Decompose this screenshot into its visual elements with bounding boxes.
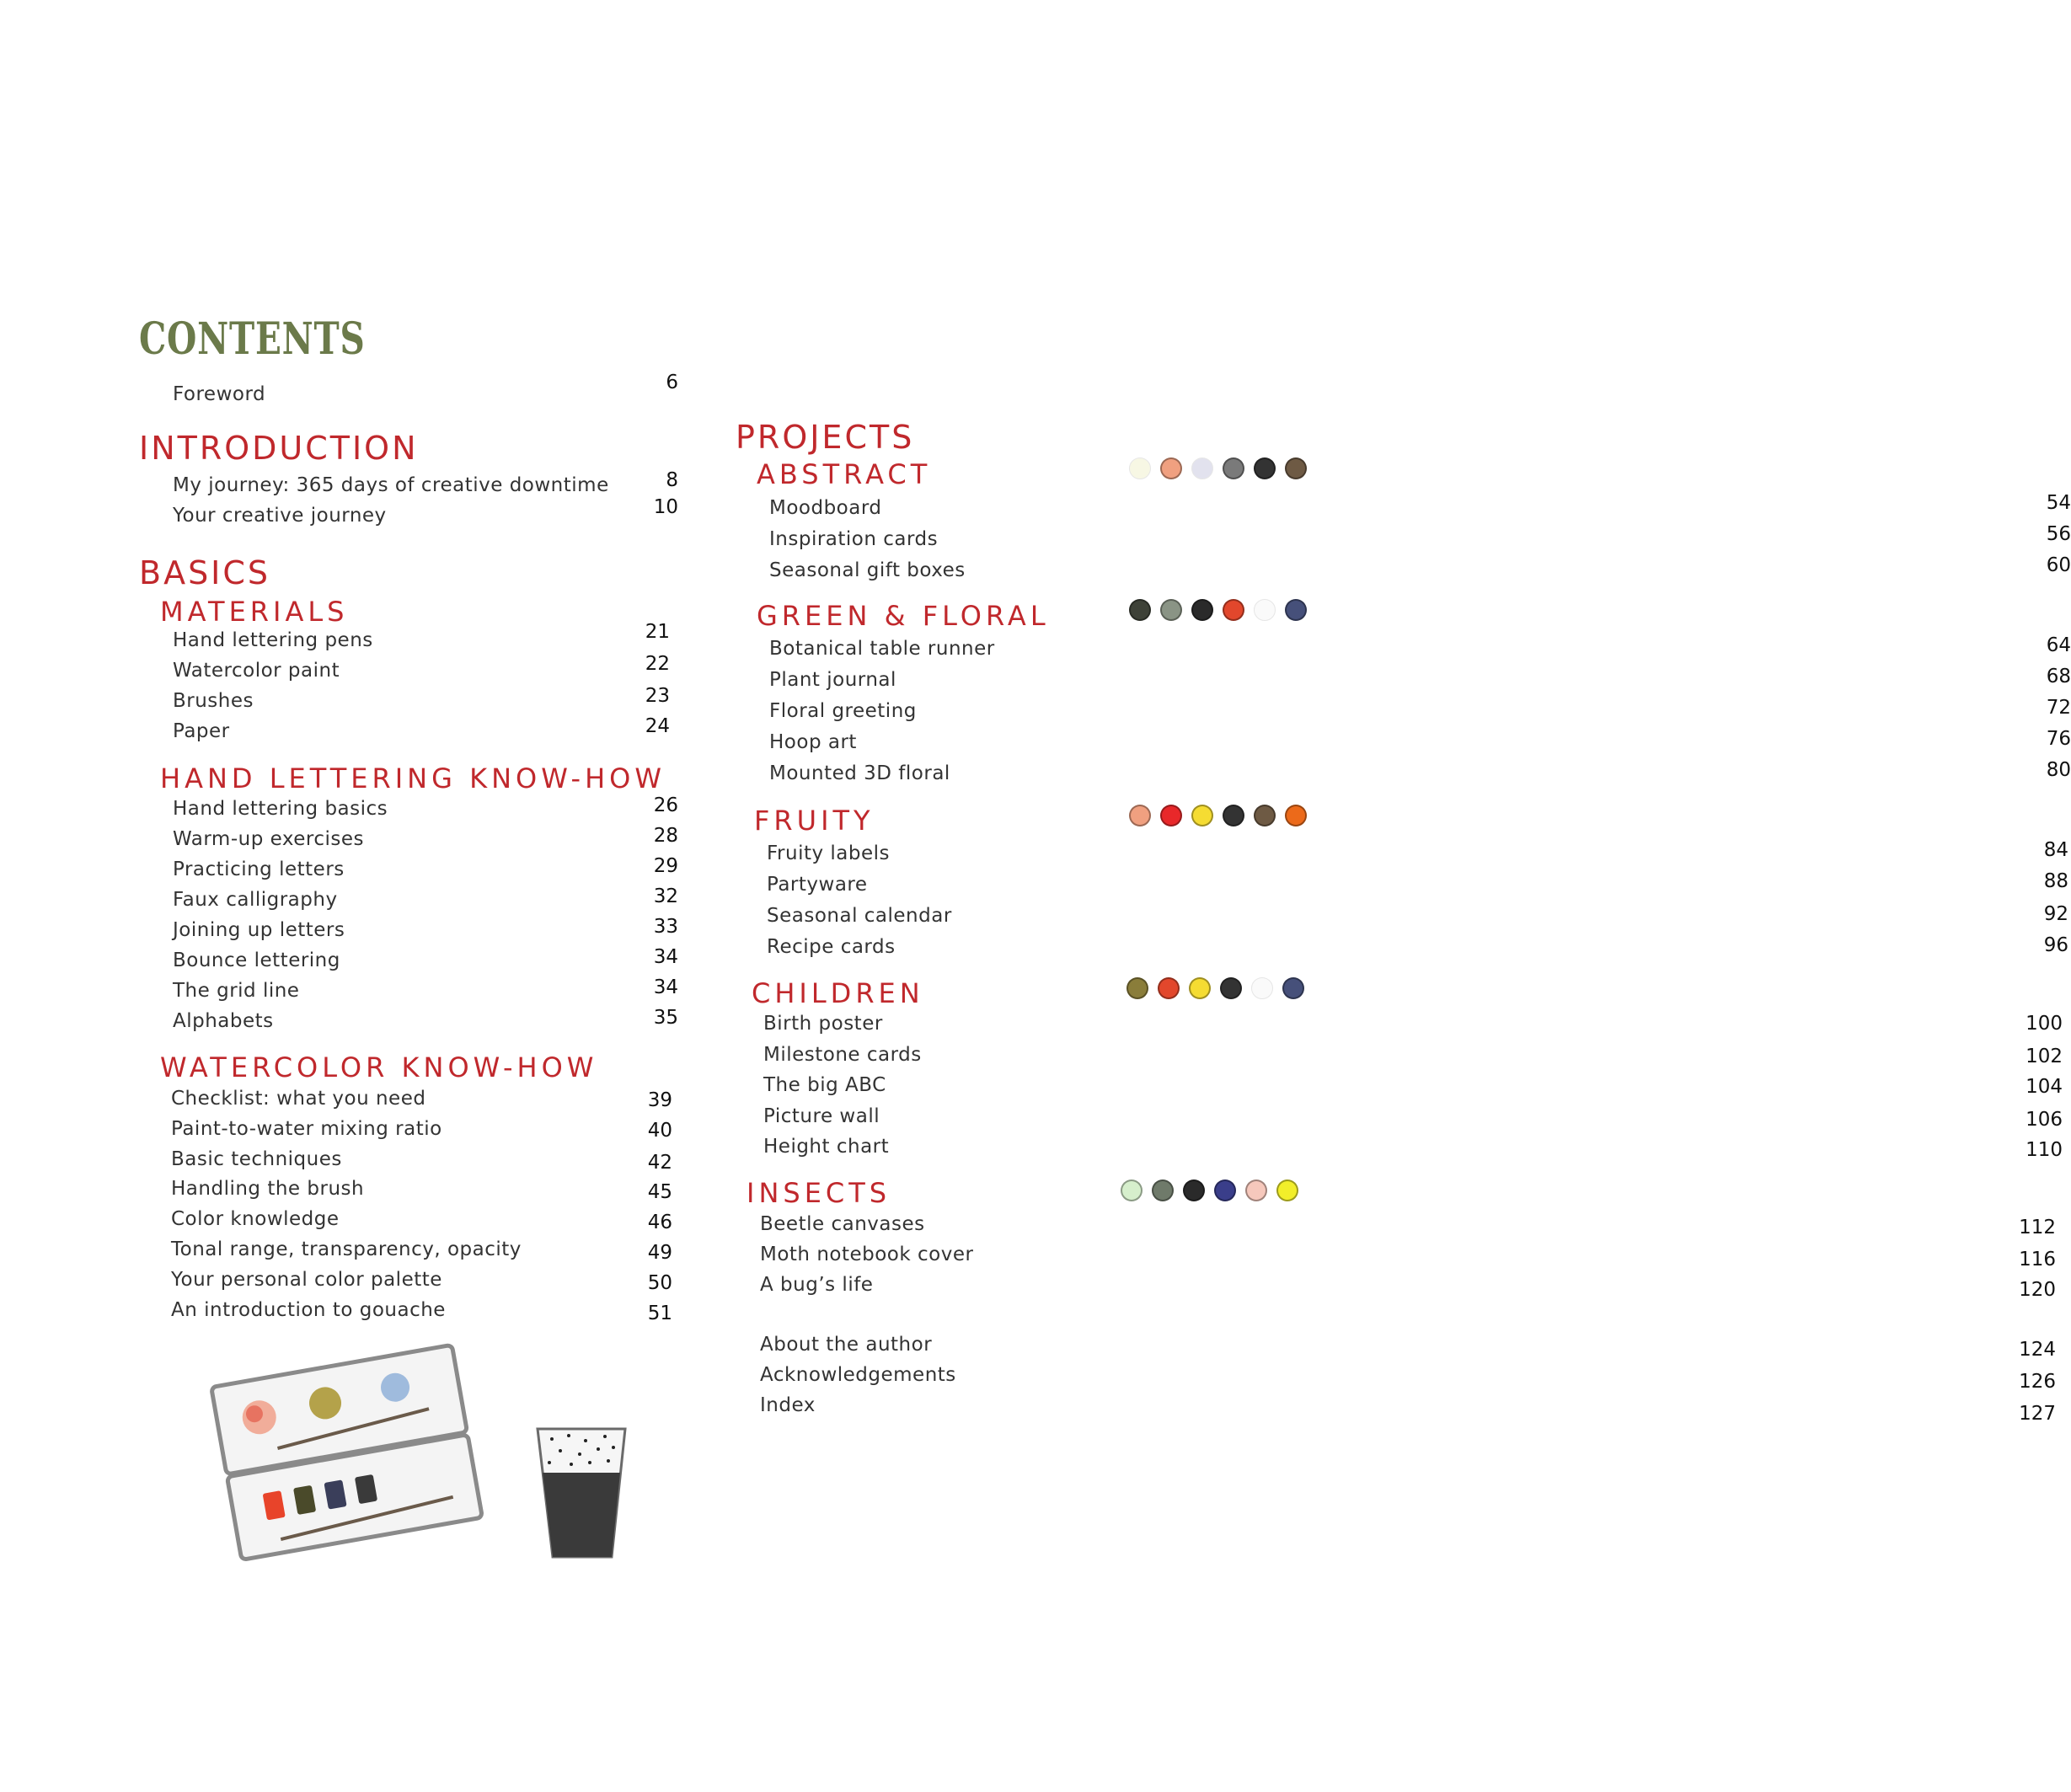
entry-label: My journey: 365 days of creative downtime [173, 474, 609, 496]
entry-label: Milestone cards [763, 1043, 922, 1066]
entry-label: Acknowledgements [760, 1364, 956, 1386]
color-palette-abstract [1129, 457, 1307, 479]
entry-label: About the author [760, 1334, 933, 1356]
entry-label: Hoop art [769, 731, 857, 753]
entry-label: Handling the brush [171, 1178, 365, 1201]
watercolor-palette-illustration [206, 1340, 484, 1550]
entry-page: 45 [647, 1181, 672, 1204]
entry-label: Moodboard [769, 497, 882, 519]
color-swatch [1158, 977, 1180, 999]
color-swatch [1254, 457, 1276, 479]
entry-page: 40 [647, 1119, 672, 1142]
entry-label: Hand lettering basics [173, 798, 388, 820]
color-swatch [1129, 805, 1151, 826]
subsection-heading-insects: INSECTS [747, 1177, 891, 1209]
entry-page: 21 [645, 621, 670, 643]
subsection-heading-materials: MATERIALS [160, 596, 349, 628]
entry-page: 126 [2019, 1371, 2056, 1393]
color-swatch [1285, 599, 1307, 621]
water-cup-illustration [531, 1424, 632, 1563]
entry-label: An introduction to gouache [171, 1298, 446, 1321]
color-swatch [1126, 977, 1148, 999]
entry-label: The grid line [173, 980, 300, 1002]
color-swatch [1191, 599, 1213, 621]
entry-page: 46 [647, 1212, 672, 1234]
color-swatch [1254, 805, 1276, 826]
subsection-heading-lettering: HAND LETTERING KNOW-HOW [160, 762, 666, 794]
entry-label: Hand lettering pens [173, 629, 373, 651]
toc-entry[interactable] [760, 1244, 2056, 1274]
color-swatch [1160, 599, 1182, 621]
color-swatch [1129, 457, 1151, 479]
color-swatch [1282, 977, 1304, 999]
toc-entry[interactable] [767, 903, 2068, 935]
subsection-heading-fruity: FRUITY [754, 805, 875, 837]
entry-label: Foreword [173, 383, 266, 405]
entry-label: Moth notebook cover [760, 1244, 974, 1265]
entry-page: 60 [2046, 554, 2071, 576]
entry-page: 116 [2019, 1249, 2056, 1270]
toc-entry[interactable] [763, 1136, 2063, 1166]
entry-page: 112 [2019, 1217, 2056, 1238]
toc-entry[interactable] [760, 1213, 2056, 1244]
entry-label: The big ABC [763, 1074, 886, 1096]
entry-label: Recipe cards [767, 936, 896, 958]
entry-label: Your creative journey [173, 505, 387, 527]
color-palette-green [1129, 599, 1307, 621]
entry-label: Inspiration cards [769, 528, 939, 550]
color-swatch [1276, 1180, 1298, 1201]
entry-label: Beetle canvases [760, 1213, 925, 1235]
entry-page: 88 [2043, 870, 2068, 892]
entry-page: 33 [653, 916, 678, 938]
entry-page: 100 [2026, 1013, 2063, 1035]
color-swatch [1220, 977, 1242, 999]
entry-page: 80 [2046, 759, 2071, 781]
entry-page: 54 [2046, 492, 2071, 514]
color-swatch [1251, 977, 1273, 999]
entry-label: Fruity labels [767, 843, 891, 864]
entry-page: 34 [653, 946, 678, 968]
toc-entry[interactable] [769, 759, 2071, 793]
entry-label: Checklist: what you need [171, 1088, 426, 1110]
toc-entry[interactable] [769, 523, 2071, 559]
toc-entry[interactable] [760, 1334, 2056, 1364]
entry-page: 106 [2026, 1108, 2063, 1131]
toc-entry[interactable] [763, 1105, 2063, 1136]
page-title: CONTENTS [139, 313, 366, 365]
entry-page: 68 [2046, 666, 2071, 687]
entry-label: Picture wall [763, 1105, 880, 1127]
color-swatch [1191, 457, 1213, 479]
entry-label: Faux calligraphy [173, 889, 338, 911]
entry-page: 96 [2043, 934, 2068, 956]
entry-label: Tonal range, transparency, opacity [171, 1238, 522, 1260]
entry-page: 84 [2043, 839, 2068, 861]
entry-page: 102 [2026, 1045, 2063, 1067]
entry-page: 124 [2019, 1339, 2056, 1361]
color-swatch [1245, 1180, 1267, 1201]
color-swatch [1183, 1180, 1205, 1201]
entry-page: 22 [645, 653, 670, 675]
toc-entry[interactable] [760, 1274, 2056, 1304]
color-swatch [1223, 805, 1244, 826]
entry-page: 28 [653, 825, 678, 847]
entry-label: Joining up letters [173, 919, 345, 941]
entry-label: Partyware [767, 874, 868, 896]
toc-entry[interactable] [769, 697, 2071, 730]
color-swatch [1254, 599, 1276, 621]
toc-entry[interactable] [767, 839, 2068, 873]
entry-page: 76 [2046, 728, 2071, 750]
toc-entry[interactable] [760, 1364, 2056, 1394]
color-swatch [1214, 1180, 1236, 1201]
subsection-heading-watercolor: WATERCOLOR KNOW-HOW [160, 1051, 598, 1083]
entry-page: 110 [2026, 1139, 2063, 1161]
entry-label: Color knowledge [171, 1208, 340, 1231]
toc-entry[interactable] [769, 728, 2071, 762]
toc-entry-foreword[interactable] [173, 372, 678, 414]
entry-page: 56 [2046, 523, 2071, 545]
entry-label: Paint-to-water mixing ratio [171, 1117, 442, 1140]
entry-page: 6 [666, 372, 678, 393]
entry-label: Warm-up exercises [173, 828, 365, 850]
subsection-heading-children: CHILDREN [752, 977, 924, 1009]
entry-page: 29 [653, 855, 678, 877]
entry-label: Bounce lettering [173, 949, 340, 971]
section-heading-basics: BASICS [139, 554, 271, 591]
color-palette-fruity [1129, 805, 1307, 826]
toc-entry[interactable] [767, 934, 2068, 966]
entry-label: A bug’s life [760, 1274, 874, 1296]
entry-page: 104 [2026, 1076, 2063, 1098]
entry-page: 26 [653, 794, 678, 816]
entry-label: Paper [173, 720, 230, 742]
entry-page: 127 [2019, 1403, 2056, 1425]
entry-label: Floral greeting [769, 700, 917, 722]
toc-entry[interactable] [769, 666, 2071, 699]
color-swatch [1160, 805, 1182, 826]
entry-page: 35 [653, 1007, 678, 1029]
entry-page: 42 [647, 1151, 672, 1174]
entry-page: 24 [645, 715, 670, 737]
color-swatch [1160, 457, 1182, 479]
entry-page: 51 [647, 1302, 672, 1324]
entry-page: 32 [653, 885, 678, 907]
toc-entry[interactable] [763, 1013, 2063, 1043]
color-swatch [1189, 977, 1211, 999]
toc-entry[interactable] [763, 1043, 2063, 1074]
color-swatch [1129, 599, 1151, 621]
entry-label: Index [760, 1394, 816, 1416]
entry-page: 39 [647, 1089, 672, 1111]
entry-page: 23 [645, 685, 670, 707]
entry-label: Watercolor paint [173, 660, 340, 682]
color-palette-children [1126, 977, 1304, 999]
entry-page: 120 [2019, 1279, 2056, 1301]
toc-entry[interactable] [769, 634, 2071, 668]
color-swatch [1223, 457, 1244, 479]
toc-entry[interactable] [767, 870, 2068, 904]
color-swatch [1152, 1180, 1174, 1201]
entry-label: Mounted 3D floral [769, 762, 950, 784]
color-swatch [1285, 457, 1307, 479]
entry-label: Seasonal gift boxes [769, 559, 966, 581]
entry-label: Alphabets [173, 1010, 274, 1032]
entry-label: Botanical table runner [769, 638, 995, 660]
entry-page: 50 [647, 1271, 672, 1294]
entry-label: Basic techniques [171, 1147, 342, 1170]
color-swatch [1121, 1180, 1143, 1201]
toc-entry[interactable] [763, 1074, 2063, 1105]
section-heading-projects: PROJECTS [736, 419, 915, 456]
color-swatch [1191, 805, 1213, 826]
toc-entry[interactable] [760, 1394, 2056, 1425]
entry-page: 8 [666, 469, 678, 491]
entry-page: 64 [2046, 634, 2071, 656]
entry-label: Seasonal calendar [767, 905, 952, 927]
entry-page: 34 [653, 976, 678, 998]
subsection-heading-abstract: ABSTRACT [757, 458, 932, 490]
color-palette-insects [1121, 1180, 1298, 1201]
entry-label: Plant journal [769, 669, 896, 691]
entry-label: Brushes [173, 690, 254, 712]
entry-page: 72 [2046, 697, 2071, 719]
toc-entry[interactable] [769, 492, 2071, 527]
entry-label: Birth poster [763, 1013, 883, 1035]
entry-page: 10 [653, 496, 678, 518]
entry-label: Height chart [763, 1136, 890, 1158]
entry-label: Your personal color palette [171, 1268, 442, 1291]
color-swatch [1223, 599, 1244, 621]
entry-page: 49 [647, 1242, 672, 1264]
section-heading-introduction: INTRODUCTION [139, 430, 419, 467]
entry-page: 92 [2043, 903, 2068, 925]
entry-label: Practicing letters [173, 859, 345, 880]
toc-entry[interactable] [769, 554, 2071, 590]
color-swatch [1285, 805, 1307, 826]
subsection-heading-green: GREEN & FLORAL [757, 600, 1050, 632]
